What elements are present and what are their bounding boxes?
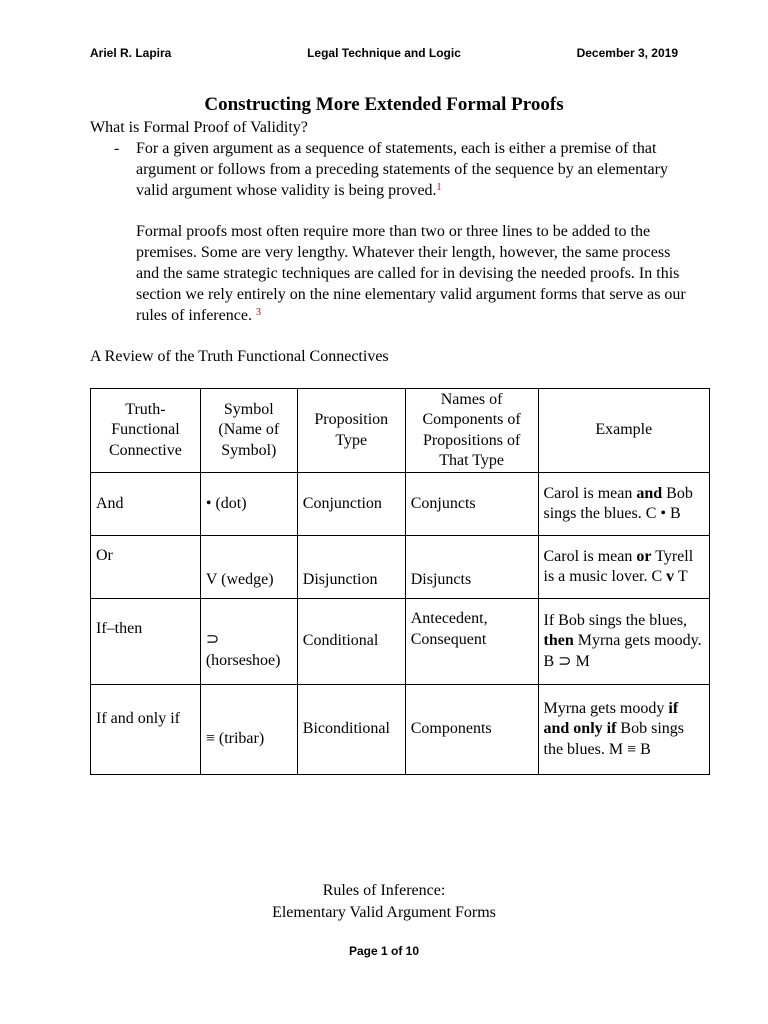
header-date: December 3, 2019 (576, 46, 678, 60)
table-cell: Disjuncts (405, 536, 538, 599)
column-header: Proposition Type (297, 389, 405, 473)
table-cell: If and only if (91, 685, 201, 775)
column-header: Symbol (Name of Symbol) (200, 389, 297, 473)
column-header: Truth-Functional Connective (91, 389, 201, 473)
intro-paragraph: Formal proofs most often require more than two or three lines to be added to the premises. Some are very lengthy. Whatever their length, however, the same process and the same strategic techniques are called for in devising the needed proofs. In this section we rely entirely on the nine elementary valid argument forms that serve as our rules of inference. $^3$ (136, 223, 686, 324)
column-header: Names of Components of Propositions of That Type (405, 389, 538, 473)
table-row (91, 473, 710, 536)
header-author: Ariel R. Lapira (90, 46, 172, 60)
page-number: Page 1 of 10 (348, 944, 420, 958)
rules-heading-line: Elementary Valid Argument Forms (272, 904, 496, 921)
review-heading: A Review of the Truth Functional Connectives (90, 348, 389, 365)
table-cell: Components (405, 685, 538, 775)
table-cell: • (dot) (200, 473, 297, 536)
table-cell: ≡ (tribar) (200, 685, 297, 775)
definition-text: For a given argument as a sequence of statements, each is either a premise of that argument or follows from a preceding statements of the sequence by an elementary valid argument whose validity is being proved.$^1$ (136, 140, 668, 199)
example-cell: Carol is mean or Tyrell is a music lover. C v T (538, 536, 710, 599)
question-heading: What is Formal Proof of Validity? (90, 119, 308, 136)
rules-heading-line: Rules of Inference: (322, 882, 446, 899)
footnote-ref[interactable]: 3 (255, 307, 261, 318)
table-cell: Conditional (297, 599, 405, 685)
table-row (91, 685, 710, 775)
example-cell: Carol is mean and Bob sings the blues. C • B (538, 473, 710, 536)
table-row (91, 599, 710, 685)
column-header: Example (538, 389, 710, 473)
table-cell: Conjunction (297, 473, 405, 536)
example-cell: If Bob sings the blues, then Myrna gets moody. B ⊃ M (538, 599, 710, 685)
footnote-ref[interactable]: 1 (436, 182, 442, 193)
rules-heading (0, 880, 768, 924)
table-cell: Disjunction (297, 536, 405, 599)
table-cell: Conjuncts (405, 473, 538, 536)
table-cell: ⊃ (horseshoe) (200, 599, 297, 685)
table-cell: V (wedge) (200, 536, 297, 599)
table-cell: And (91, 473, 201, 536)
connectives-table (90, 388, 710, 775)
table-row (91, 536, 710, 599)
table-cell: Antecedent, Consequent (405, 599, 538, 685)
example-cell: Myrna gets moody if and only if Bob sings the blues. M ≡ B (538, 685, 710, 775)
list-dash: - (114, 140, 120, 157)
table-cell: If–then (91, 599, 201, 685)
header-course: Legal Technique and Logic (307, 46, 461, 60)
table-cell: Or (91, 536, 201, 599)
table-cell: Biconditional (297, 685, 405, 775)
table-header-row (91, 389, 710, 473)
page-title: Constructing More Extended Formal Proofs (204, 94, 564, 115)
